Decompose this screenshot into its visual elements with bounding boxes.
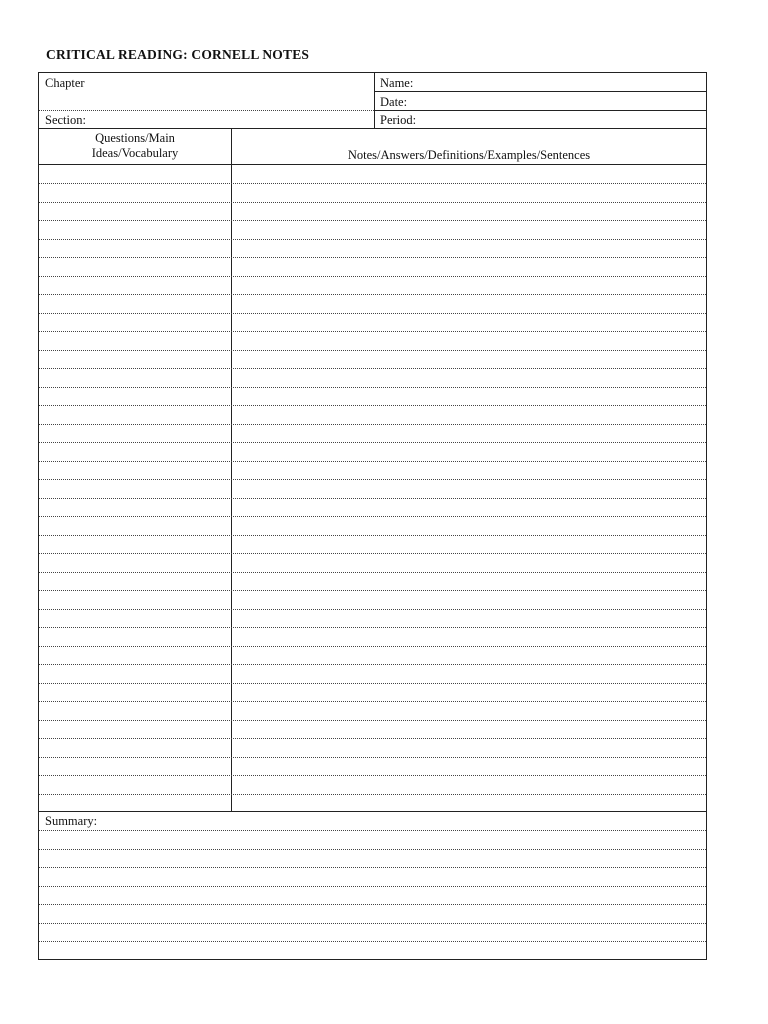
summary-rule-line — [39, 923, 706, 924]
name-label: Name: — [380, 76, 414, 90]
questions-heading-line1: Questions/Main — [95, 131, 175, 145]
summary-label: Summary: — [45, 814, 98, 828]
note-rule-line — [39, 775, 706, 776]
note-rule-line — [39, 442, 706, 443]
summary-rule-line — [39, 849, 706, 850]
date-underline — [374, 110, 707, 111]
note-rule-line — [39, 220, 706, 221]
note-rule-line — [39, 313, 706, 314]
cue-column-divider — [231, 128, 232, 811]
note-rule-line — [39, 572, 706, 573]
note-rule-line — [39, 368, 706, 369]
cornell-notes-form — [38, 72, 707, 960]
note-rule-line — [39, 757, 706, 758]
summary-rule-line — [39, 904, 706, 905]
column-heading-bottom-line — [39, 164, 706, 165]
note-rule-line — [39, 535, 706, 536]
questions-heading-line2: Ideas/Vocabulary — [91, 146, 179, 160]
name-underline — [374, 91, 707, 92]
note-rule-line — [39, 202, 706, 203]
section-label: Section: — [45, 113, 86, 127]
note-rule-line — [39, 331, 706, 332]
summary-top-line — [39, 811, 706, 812]
note-rule-line — [39, 387, 706, 388]
note-rule-line — [39, 553, 706, 554]
summary-rule-line — [39, 830, 706, 831]
chapter-underline — [39, 110, 374, 111]
note-rule-line — [39, 701, 706, 702]
note-rule-line — [39, 405, 706, 406]
note-rule-line — [39, 183, 706, 184]
note-rule-line — [39, 294, 706, 295]
header-bottom-line — [39, 128, 706, 129]
date-label: Date: — [380, 95, 408, 109]
chapter-label: Chapter — [45, 76, 85, 90]
note-rule-line — [39, 461, 706, 462]
note-rule-line — [39, 627, 706, 628]
note-rule-line — [39, 590, 706, 591]
note-rule-line — [39, 239, 706, 240]
note-rule-line — [39, 609, 706, 610]
summary-rule-line — [39, 867, 706, 868]
notes-column-heading: Notes/Answers/Definitions/Examples/Sentences — [347, 148, 591, 162]
header-divider — [374, 73, 375, 128]
note-rule-line — [39, 720, 706, 721]
questions-column-heading — [39, 131, 231, 161]
note-rule-line — [39, 516, 706, 517]
page-title: CRITICAL READING: CORNELL NOTES — [46, 47, 310, 62]
note-rule-line — [39, 350, 706, 351]
summary-rule-line — [39, 941, 706, 942]
note-rule-line — [39, 276, 706, 277]
note-rule-line — [39, 257, 706, 258]
note-rule-line — [39, 664, 706, 665]
period-label: Period: — [380, 113, 417, 127]
note-rule-line — [39, 479, 706, 480]
note-rule-line — [39, 683, 706, 684]
note-rule-line — [39, 794, 706, 795]
note-rule-line — [39, 498, 706, 499]
note-rule-line — [39, 424, 706, 425]
note-rule-line — [39, 646, 706, 647]
note-rule-line — [39, 738, 706, 739]
summary-rule-line — [39, 886, 706, 887]
